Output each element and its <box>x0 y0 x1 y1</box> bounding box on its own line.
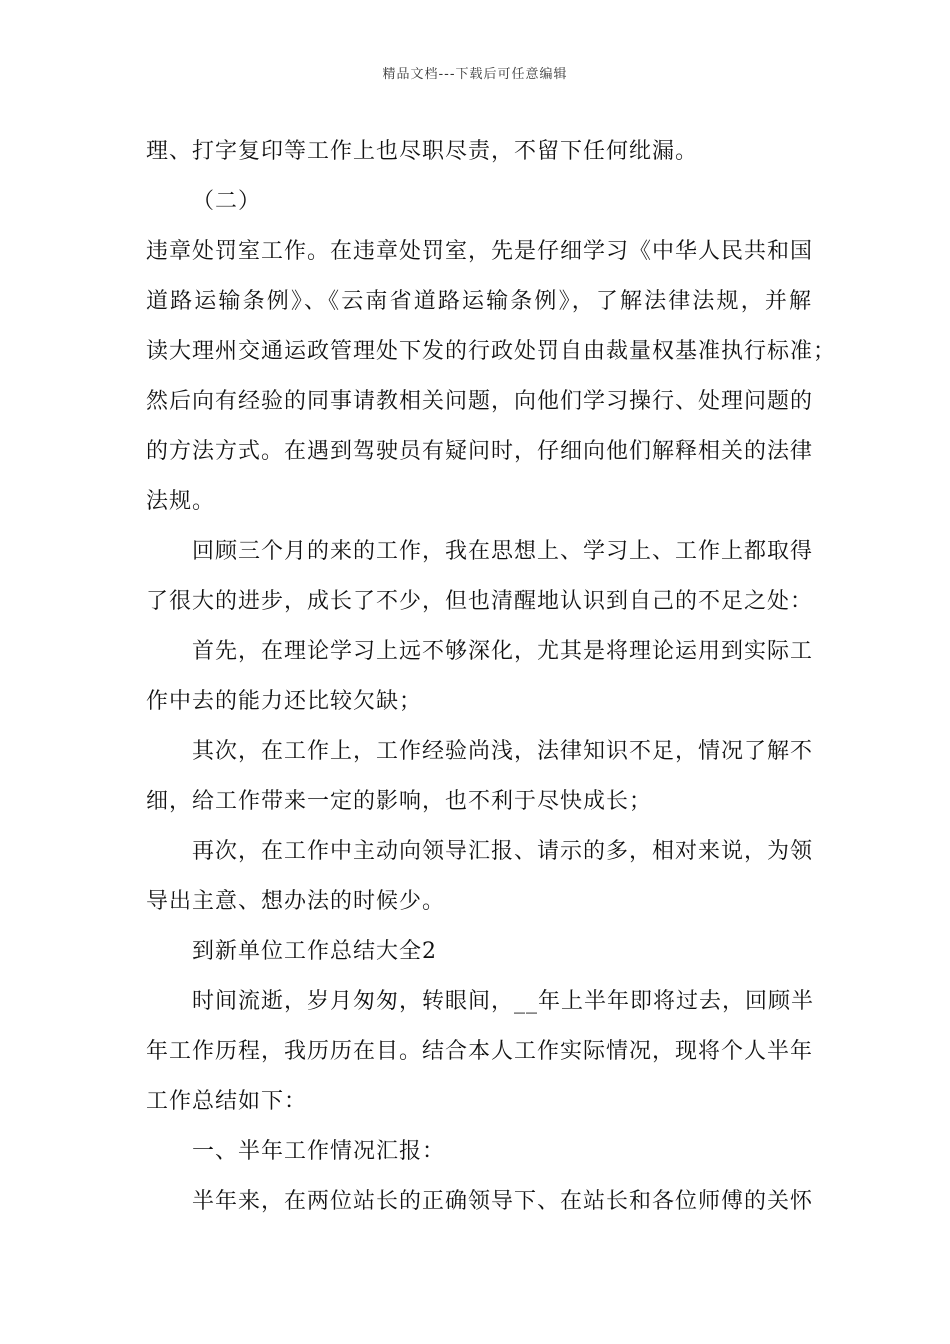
text-line: 回顾三个月的来的工作，我在思想上、学习上、工作上都取得 <box>192 539 814 564</box>
text-line: 工作总结如下： <box>146 1089 308 1114</box>
subsection-title: 一、半年工作情况汇报： <box>192 1139 446 1164</box>
text-line: 理、打字复印等工作上也尽职尽责，不留下任何纰漏。 <box>146 139 699 164</box>
text-line: 细，给工作带来一定的影响，也不利于尽快成长； <box>146 789 653 814</box>
text-line: 作中去的能力还比较欠缺； <box>146 689 423 714</box>
text-line: 违章处罚室工作。在违章处罚室，先是仔细学习《中华人民共和国 <box>146 239 814 264</box>
text-line: 的方法方式。在遇到驾驶员有疑问时，仔细向他们解释相关的法律 <box>146 439 814 464</box>
text-line: 年工作历程，我历历在目。结合本人工作实际情况，现将个人半年 <box>146 1039 814 1064</box>
text-line: 法规。 <box>146 489 216 514</box>
text-line: 时间流逝，岁月匆匆，转眼间，__年上半年即将过去，回顾半 <box>192 989 815 1014</box>
section-number: （二） <box>192 189 262 214</box>
text-line: 道路运输条例》、《云南省道路运输条例》，了解法律法规，并解 <box>146 289 812 314</box>
text-line: 然后向有经验的同事请教相关问题，向他们学习操行、处理问题的 <box>146 389 814 414</box>
text-line: 半年来，在两位站长的正确领导下、在站长和各位师傅的关怀 <box>192 1189 814 1214</box>
text-line: 其次，在工作上，工作经验尚浅，法律知识不足，情况了解不 <box>192 739 814 764</box>
text-line: 了很大的进步，成长了不少，但也清醒地认识到自己的不足之处： <box>146 589 814 614</box>
text-line: 再次，在工作中主动向领导汇报、请示的多，相对来说，为领 <box>192 839 814 864</box>
text-line: 首先，在理论学习上远不够深化，尤其是将理论运用到实际工 <box>192 639 814 664</box>
text-line: 读大理州交通运政管理处下发的行政处罚自由裁量权基准执行标准； <box>146 339 837 364</box>
text-line: 导出主意、想办法的时候少。 <box>146 889 446 914</box>
section-title: 到新单位工作总结大全2 <box>192 939 437 964</box>
page-header: 精品文档---下载后可任意编辑 <box>382 67 568 82</box>
document-body <box>146 127 837 1227</box>
